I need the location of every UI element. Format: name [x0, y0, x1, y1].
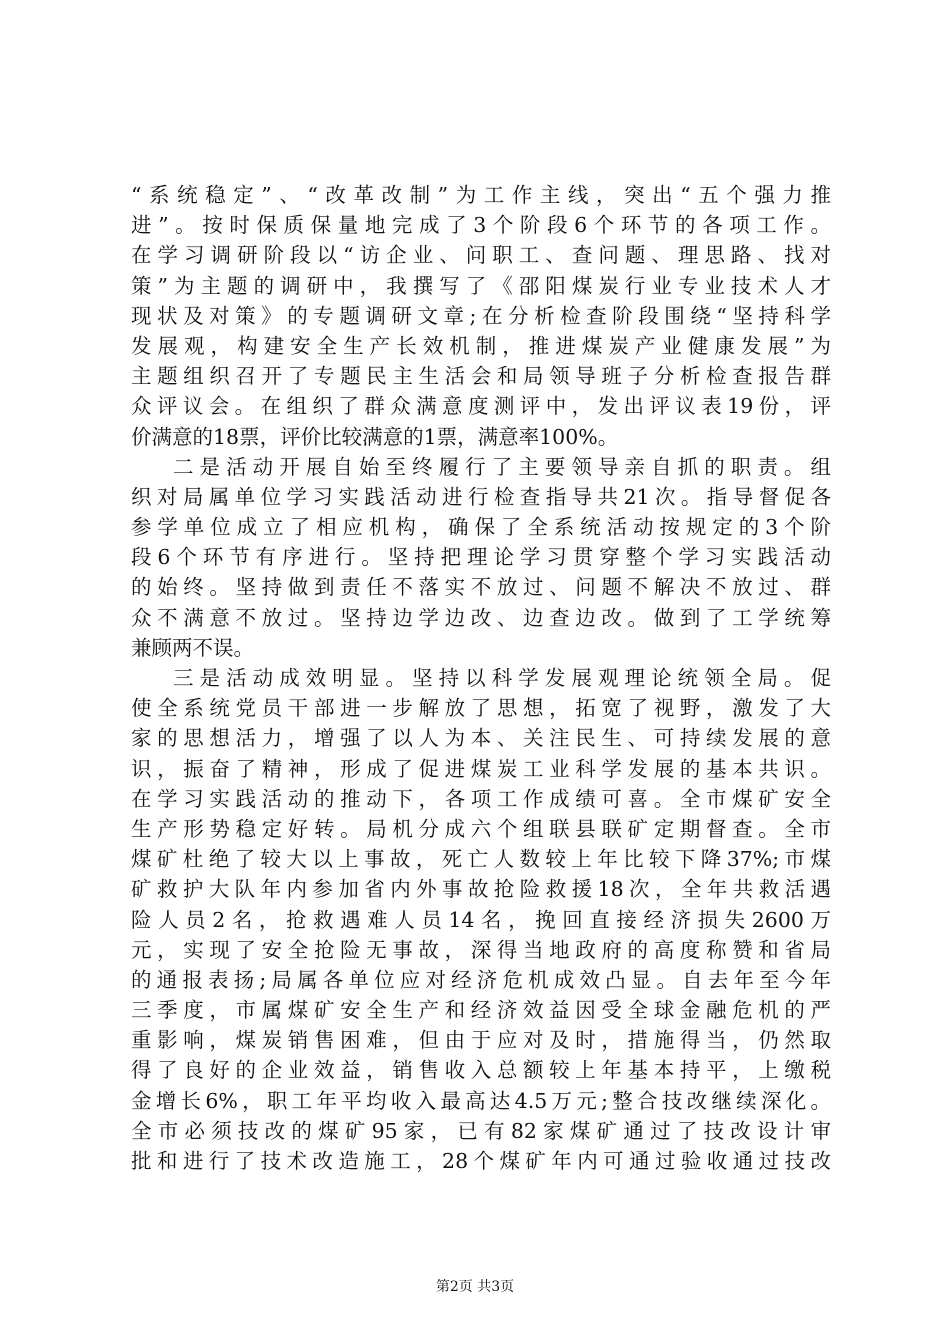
page-number-footer: 第2页 共3页: [435, 1279, 515, 1295]
text-line: 使全系统党员干部进一步解放了思想，拓宽了视野，激发了大: [131, 696, 831, 721]
text-line: 三季度，市属煤矿安全生产和经济效益因受全球金融危机的严: [131, 998, 831, 1023]
text-line: 众评议会。在组织了群众满意度测评中，发出评议表19份，评: [131, 394, 831, 419]
text-line: 众不满意不放过。坚持边学边改、边查边改。做到了工学统筹: [131, 605, 831, 630]
text-line: 价满意的18票，评价比较满意的1票，满意率100%。: [131, 424, 619, 449]
text-line: 主题组织召开了专题民主生活会和局领导班子分析检查报告群: [131, 364, 831, 389]
text-line: 的始终。坚持做到责任不落实不放过、问题不解决不放过、群: [131, 575, 831, 600]
text-line: 全市必须技改的煤矿95家，已有82家煤矿通过了技改设计审: [131, 1118, 831, 1143]
text-line: 在学习实践活动的推动下，各项工作成绩可喜。全市煤矿安全: [131, 786, 831, 811]
text-line: 在学习调研阶段以“访企业、问职工、查问题、理思路、找对: [131, 243, 831, 268]
text-line: 兼顾两不误。: [131, 635, 254, 660]
text-line: “系统稳定”、“改革改制”为工作主线，突出“五个强力推: [131, 183, 831, 207]
text-line: 发展观，构建安全生产长效机制，推进煤炭产业健康发展”为: [131, 333, 831, 358]
text-line: 识，振奋了精神，形成了促进煤炭工业科学发展的基本共识。: [131, 756, 831, 781]
text-line: 二是活动开展自始至终履行了主要领导亲自抓的职责。组: [173, 454, 831, 479]
text-line: 险人员2名，抢救遇难人员14名，挽回直接经济损失2600万: [131, 907, 831, 932]
text-line: 段6个环节有序进行。坚持把理论学习贯穿整个学习实践活动: [131, 545, 831, 570]
text-line: 的通报表扬;局属各单位应对经济危机成效凸显。自去年至今年: [131, 967, 831, 992]
text-line: 三是活动成效明显。坚持以科学发展观理论统领全局。促: [173, 666, 831, 690]
text-line: 生产形势稳定好转。局机分成六个组联县联矿定期督查。全市: [131, 816, 831, 841]
text-line: 参学单位成立了相应机构，确保了全系统活动按规定的3个阶: [131, 515, 831, 540]
text-line: 策”为主题的调研中，我撰写了《邵阳煤炭行业专业技术人才: [131, 273, 831, 298]
text-line: 金增长6%，职工年平均收入最高达4.5万元;整合技改继续深化。: [131, 1088, 831, 1113]
text-line: 煤矿杜绝了较大以上事故，死亡人数较上年比较下降37%;市煤: [131, 847, 831, 872]
text-line: 矿救护大队年内参加省内外事故抢险救援18次，全年共救活遇: [131, 877, 831, 902]
text-line: 织对局属单位学习实践活动进行检查指导共21次。指导督促各: [131, 484, 831, 509]
text-line: 得了良好的企业效益，销售收入总额较上年基本持平，上缴税: [131, 1058, 831, 1083]
text-line: 批和进行了技术改造施工，28个煤矿年内可通过验收通过技改: [131, 1149, 831, 1173]
text-line: 进”。按时保质保量地完成了3个阶段6个环节的各项工作。: [131, 213, 831, 238]
text-line: 重影响，煤炭销售困难，但由于应对及时，措施得当，仍然取: [131, 1028, 831, 1053]
text-line: 元，实现了安全抢险无事故，深得当地政府的高度称赞和省局: [131, 937, 831, 962]
document-body: [131, 180, 831, 1176]
text-line: 家的思想活力，增强了以人为本、关注民生、可持续发展的意: [131, 726, 831, 751]
text-line: 现状及对策》的专题调研文章;在分析检查阶段围绕“坚持科学: [131, 303, 831, 328]
